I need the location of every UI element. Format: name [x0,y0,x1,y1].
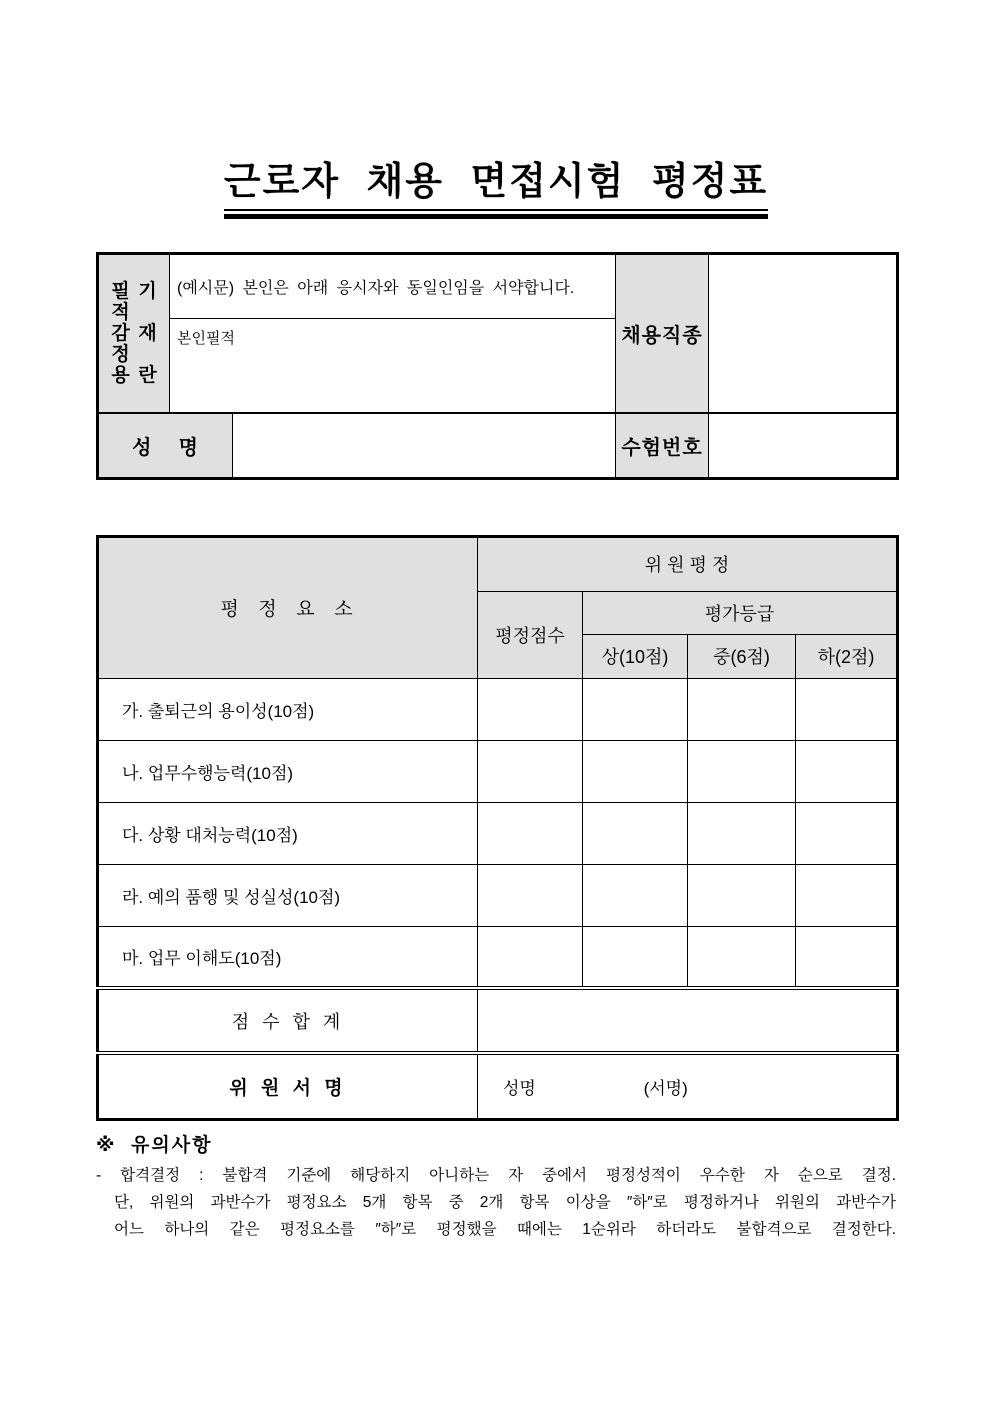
score-input-cell[interactable] [478,864,583,926]
job-type-input-cell[interactable] [709,254,898,414]
name-row [98,413,898,478]
grade-low-cell[interactable] [796,802,898,864]
note-line-2: 단, 위원의 과반수가 평정요소 5개 항목 중 2개 항목 이상을 ″하″로 평정하거나 위원의 과반수가 [114,1193,896,1211]
factor-label: 가. 출퇴근의 용이성(10점) [98,678,478,740]
grade-header: 평가등급 [583,591,898,634]
page-title: 근로자 채용 면접시험 평정표 [224,150,768,211]
vlabel-char: 기 [138,281,157,302]
grade-low-header: 하(2점) [796,634,898,678]
grade-high-cell[interactable] [583,678,688,740]
factor-header: 평 정 요 소 [98,536,478,678]
name-input-cell[interactable] [233,413,616,478]
grade-low-cell[interactable] [796,926,898,988]
grade-high-cell[interactable] [583,802,688,864]
score-input-cell[interactable] [478,926,583,988]
job-type-label: 채용직종 [616,254,709,414]
grade-high-cell[interactable] [583,926,688,988]
eval-row-commute [98,678,898,740]
grade-high-header: 상(10점) [583,634,688,678]
handwriting-row [98,254,898,414]
vlabel-char: 정 [111,344,130,365]
grade-low-cell[interactable] [796,678,898,740]
note-line-1: - 합격결정 : 불합격 기준에 해당하지 아니하는 자 중에서 평정성적이 우수한 자 순으로 결정. [96,1166,896,1184]
applicant-info-table [96,252,899,480]
handwriting-verification-label [99,272,169,395]
grade-mid-cell[interactable] [688,802,796,864]
own-handwriting-label: 본인필적 [177,330,235,347]
example-sentence [170,255,615,319]
factor-label: 라. 예의 품행 및 성실성(10점) [98,864,478,926]
score-input-cell[interactable] [478,802,583,864]
evaluation-table [96,535,899,1121]
grade-low-cell[interactable] [796,864,898,926]
score-header: 평정점수 [478,591,583,678]
signature-row [98,1053,898,1119]
grade-mid-cell[interactable] [688,926,796,988]
vlabel-char: 감 [111,323,130,344]
grade-high-cell[interactable] [583,864,688,926]
exam-no-input-cell[interactable] [709,413,898,478]
eval-row-manner [98,864,898,926]
eval-row-job-ability [98,740,898,802]
name-label: 성 명 [98,413,233,478]
signature-label: 위 원 서 명 [98,1053,478,1119]
signature-name-label: 성명 [503,1078,536,1098]
vlabel-char: 재 [138,323,157,344]
grade-high-cell[interactable] [583,740,688,802]
eval-header-row-1 [98,536,898,591]
committee-eval-header: 위 원 평 정 [478,536,898,591]
vlabel-char: 필 [111,281,130,302]
total-input-cell[interactable] [478,988,898,1053]
vlabel-char: 적 [111,302,130,323]
grade-mid-cell[interactable] [688,740,796,802]
title-underline [224,150,768,219]
exam-no-label: 수험번호 [616,413,709,478]
eval-row-situation [98,802,898,864]
vlabel-char: 용 [111,365,130,386]
grade-mid-header: 중(6점) [688,634,796,678]
factor-label: 나. 업무수행능력(10점) [98,740,478,802]
example-sentence-text: (예시문) 본인은 아래 응시자와 동일인임을 서약합니다. [177,280,575,297]
note-line-3: 어느 하나의 같은 평정요소를 ″하″로 평정했을 때에는 1순위라 하더라도 불합격으로 결정한다. [114,1220,896,1238]
handwriting-example-cell [170,254,616,414]
grade-low-cell[interactable] [796,740,898,802]
total-label: 점 수 합 계 [98,988,478,1053]
factor-label: 다. 상황 대처능력(10점) [98,802,478,864]
score-input-cell[interactable] [478,678,583,740]
signature-sign-label: (서명) [643,1078,688,1098]
eval-row-understanding [98,926,898,988]
score-input-cell[interactable] [478,740,583,802]
notes-heading: ※ 유의사항 [96,1134,213,1156]
grade-mid-cell[interactable] [688,864,796,926]
total-row [98,988,898,1053]
handwriting-verification-label-cell [98,254,170,414]
signature-input-cell[interactable] [478,1053,898,1119]
factor-label: 마. 업무 이해도(10점) [98,926,478,988]
grade-mid-cell[interactable] [688,678,796,740]
title-section [0,0,992,219]
vlabel-char: 란 [138,365,157,386]
handwriting-input-area[interactable] [170,319,615,412]
notes-section [96,1130,896,1243]
